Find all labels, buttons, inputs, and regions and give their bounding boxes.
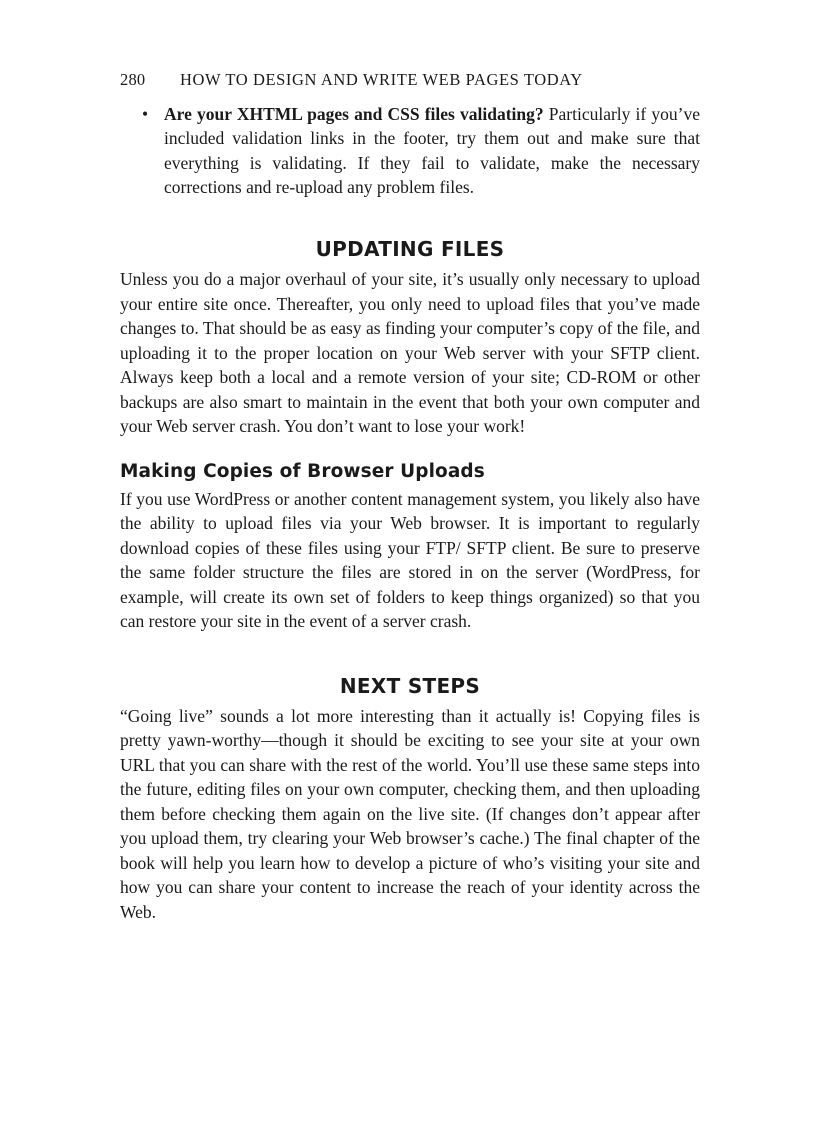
updating-files-paragraph: Unless you do a major overhaul of your site, it’s usually only necessary to upload your entire site once. Thereafter, you only need to upload files that you’ve made changes to. That should be as easy as finding your computer’s copy of the file, and uploading it to the proper location on your Web server with your SFTP client. Always keep both a local and a remote version of your site; CD-ROM or other backups are also smart to maintain in the event that both your own computer and your Web server crash. You don’t want to lose your work! — [120, 269, 700, 437]
checklist-item — [120, 102, 700, 199]
validation-checklist — [120, 102, 700, 199]
bullet-icon: • — [142, 104, 149, 124]
book-page — [120, 70, 700, 924]
page-number: 280 — [120, 70, 146, 89]
running-head — [120, 70, 700, 90]
browser-uploads-paragraph: If you use WordPress or another content management system, you likely also have the ability to upload files via your Web browser. It is important to regularly download copies of these files using your FTP/ SFTP client. Be sure to preserve the same folder structure the files are stored in on the server (WordPress, for example, will create its own set of folders to keep things organized) so that you can restore your site in the event of a server crash. — [120, 488, 700, 632]
checklist-item-lead: Are your XHTML pages and CSS files validating? — [164, 104, 544, 124]
browser-uploads-heading: Making Copies of Browser Uploads — [120, 460, 485, 482]
next-steps-paragraph: “Going live” sounds a lot more interesting than it actually is! Copying files is pretty yawn-worthy—though it should be exciting to see your site at your own URL that you can share with the rest of the world. You’ll use these same steps into the future, editing files on your own computer, checking them, and then uploading them before checking them again on the live site. (If changes don’t appear after you upload them, try clearing your Web browser’s cache.) The final chapter of the book will help you learn how to develop a picture of who’s visiting your site and how you can share your content to increase the reach of your identity across the Web. — [120, 705, 700, 922]
checklist-item-text: Particularly if you’ve included validation links in the footer, try them out and make sure that everything is validating. If they fail to validate, make the necessary corrections and re-upload any problem files. — [164, 104, 700, 197]
updating-files-heading: UPDATING FILES — [315, 237, 505, 262]
next-steps-heading: NEXT STEPS — [339, 673, 481, 698]
book-title: HOW TO DESIGN AND WRITE WEB PAGES TODAY — [180, 70, 583, 89]
